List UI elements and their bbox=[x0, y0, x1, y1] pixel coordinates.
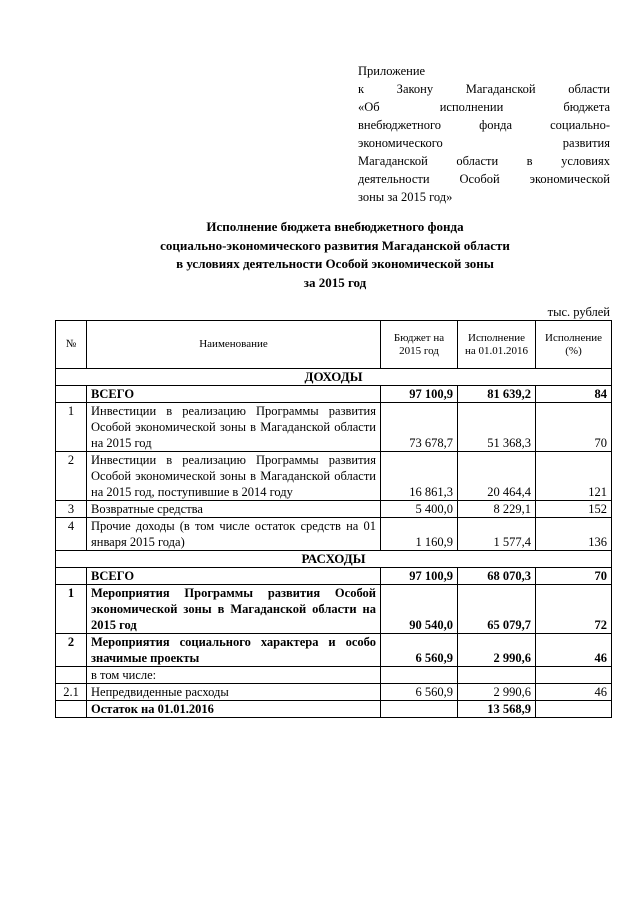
title-line: за 2015 год bbox=[303, 274, 367, 290]
row-execution: 20 464,4 bbox=[458, 452, 536, 501]
total-budget: 97 100,9 bbox=[381, 386, 458, 403]
section-title: РАСХОДЫ bbox=[56, 551, 612, 568]
row-no: 1 bbox=[56, 585, 87, 634]
header-percent: Исполнение (%) bbox=[536, 321, 612, 369]
row-percent: 46 bbox=[536, 634, 612, 667]
row-budget: 6 560,9 bbox=[381, 684, 458, 701]
header-budget: Бюджет на 2015 год bbox=[381, 321, 458, 369]
header-row bbox=[56, 321, 612, 369]
row-percent: 72 bbox=[536, 585, 612, 634]
row-name: Мероприятия социального характера и особо значимые проекты bbox=[87, 634, 381, 667]
appendix-line: зоны за 2015 год» bbox=[358, 190, 453, 204]
row-name: Возвратные средства bbox=[87, 501, 381, 518]
section-income bbox=[56, 369, 612, 386]
total-execution: 81 639,2 bbox=[458, 386, 536, 403]
header-name: Наименование bbox=[87, 321, 381, 369]
table-row bbox=[56, 585, 612, 634]
appendix-note bbox=[358, 62, 610, 206]
budget-table bbox=[55, 320, 612, 718]
row-budget: 5 400,0 bbox=[381, 501, 458, 518]
row-budget: 6 560,9 bbox=[381, 634, 458, 667]
total-label: ВСЕГО bbox=[87, 568, 381, 585]
appendix-line: «Об исполнении бюджета bbox=[358, 100, 610, 114]
row-no: 2 bbox=[56, 452, 87, 501]
row-percent: 70 bbox=[536, 403, 612, 452]
row-budget: 73 678,7 bbox=[381, 403, 458, 452]
document-title bbox=[60, 218, 610, 292]
total-execution: 68 070,3 bbox=[458, 568, 536, 585]
appendix-line: деятельности Особой экономической bbox=[358, 172, 610, 186]
row-budget: 16 861,3 bbox=[381, 452, 458, 501]
row-name: Мероприятия Программы развития Особой экономической зоны в Магаданской области на 2015 год bbox=[87, 585, 381, 634]
balance-label: Остаток на 01.01.2016 bbox=[87, 701, 381, 718]
balance-execution: 13 568,9 bbox=[458, 701, 536, 718]
section-title: ДОХОДЫ bbox=[56, 369, 612, 386]
total-label: ВСЕГО bbox=[87, 386, 381, 403]
row-name: Непредвиденные расходы bbox=[87, 684, 381, 701]
total-budget: 97 100,9 bbox=[381, 568, 458, 585]
row-execution: 51 368,3 bbox=[458, 403, 536, 452]
row-no: 2.1 bbox=[56, 684, 87, 701]
row-no: 3 bbox=[56, 501, 87, 518]
appendix-line: Приложение bbox=[358, 64, 426, 78]
row-budget: 90 540,0 bbox=[381, 585, 458, 634]
row-percent: 152 bbox=[536, 501, 612, 518]
row-execution: 2 990,6 bbox=[458, 634, 536, 667]
total-percent: 84 bbox=[536, 386, 612, 403]
row-execution: 8 229,1 bbox=[458, 501, 536, 518]
title-line: в условиях деятельности Особой экономической зоны bbox=[176, 256, 494, 271]
title-line: Исполнение бюджета внебюджетного фонда bbox=[206, 219, 464, 234]
including-label: в том числе: bbox=[87, 667, 381, 684]
total-percent: 70 bbox=[536, 568, 612, 585]
balance-row bbox=[56, 701, 612, 718]
row-percent: 136 bbox=[536, 518, 612, 551]
table-row bbox=[56, 501, 612, 518]
header-execution: Исполнение на 01.01.2016 bbox=[458, 321, 536, 369]
row-no: 2 bbox=[56, 634, 87, 667]
row-no: 1 bbox=[56, 403, 87, 452]
table-row bbox=[56, 403, 612, 452]
expense-total-row bbox=[56, 568, 612, 585]
row-name: Инвестиции в реализацию Программы развития Особой экономической зоны в Магаданской области на 2015 год bbox=[87, 403, 381, 452]
table-row bbox=[56, 684, 612, 701]
title-line: социально-экономического развития Магаданской области bbox=[160, 237, 510, 253]
appendix-line: к Закону Магаданской области bbox=[358, 82, 610, 96]
row-execution: 1 577,4 bbox=[458, 518, 536, 551]
income-total-row bbox=[56, 386, 612, 403]
appendix-line: Магаданской области в условиях bbox=[358, 154, 610, 168]
appendix-line: экономического развития bbox=[358, 136, 610, 150]
row-name: Прочие доходы (в том числе остаток средств на 01 января 2015 года) bbox=[87, 518, 381, 551]
table-row bbox=[56, 634, 612, 667]
row-execution: 2 990,6 bbox=[458, 684, 536, 701]
row-percent: 46 bbox=[536, 684, 612, 701]
appendix-line: внебюджетного фонда социально- bbox=[358, 118, 610, 132]
row-no: 4 bbox=[56, 518, 87, 551]
row-execution: 65 079,7 bbox=[458, 585, 536, 634]
units-label: тыс. рублей bbox=[547, 305, 610, 319]
header-no: № bbox=[56, 321, 87, 369]
section-expense bbox=[56, 551, 612, 568]
row-name: Инвестиции в реализацию Программы развития Особой экономической зоны в Магаданской области на 2015 год, поступившие в 2014 году bbox=[87, 452, 381, 501]
row-percent: 121 bbox=[536, 452, 612, 501]
table-row bbox=[56, 452, 612, 501]
table-row bbox=[56, 518, 612, 551]
row-budget: 1 160,9 bbox=[381, 518, 458, 551]
including-row bbox=[56, 667, 612, 684]
